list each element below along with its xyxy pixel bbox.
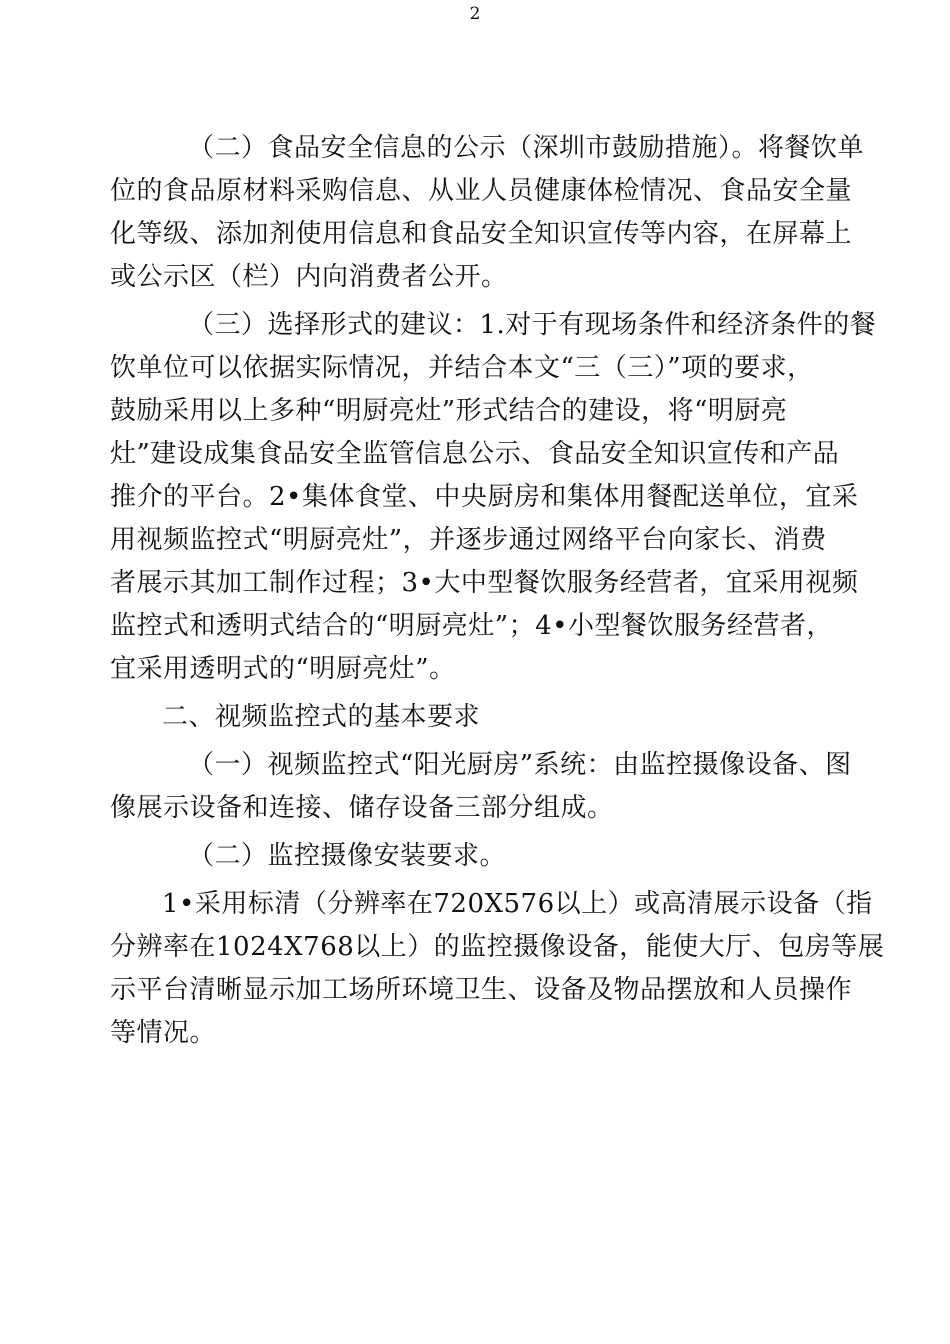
section-heading: 二、视频监控式的基本要求 — [162, 702, 481, 732]
paragraph-form-suggestion — [110, 304, 877, 691]
text-line: 推介的平台。2•集体食堂、中央厨房和集体用餐配送单位，宜采 — [110, 482, 859, 512]
text-line: 监控式和透明式结合的“明厨亮灶”；4•小型餐饮服务经营者， — [110, 611, 833, 641]
text-line: 宜采用透明式的“明厨亮灶”。 — [110, 654, 456, 684]
text-line: 分辨率在1024X768以上）的监控摄像设备，能使大厅、包房等展 — [110, 932, 885, 962]
paragraph-camera-spec — [110, 883, 885, 1055]
text-line: （二）食品安全信息的公示（深圳市鼓励措施）。将餐饮单 — [188, 133, 865, 163]
text-line: 者展示其加工制作过程；3•大中型餐饮服务经营者，宜采用视频 — [110, 568, 859, 598]
text-line: 等情况。 — [110, 1018, 217, 1048]
text-line: （二）监控摄像安装要求。 — [188, 841, 507, 871]
text-line: （三）选择形式的建议：1.对于有现场条件和经济条件的餐 — [188, 310, 877, 340]
paragraph-food-safety-disclosure — [110, 127, 865, 299]
text-line: 用视频监控式“明厨亮灶”，并逐步通过网络平台向家长、消费 — [110, 525, 827, 555]
text-line: （一）视频监控式“阳光厨房”系统：由监控摄像设备、图 — [188, 750, 852, 780]
text-line: 灶”建设成集食品安全监管信息公示、食品安全知识宣传和产品 — [110, 439, 840, 469]
text-line: 鼓励采用以上多种“明厨亮灶”形式结合的建设，将“明厨亮 — [110, 396, 788, 426]
paragraph-camera-install — [110, 835, 832, 878]
text-line: 化等级、添加剂使用信息和食品安全知识宣传等内容，在屏幕上 — [110, 219, 853, 249]
page-number: 2 — [469, 4, 481, 24]
text-line: 或公示区（栏）内向消费者公开。 — [110, 262, 508, 292]
text-line: 饮单位可以依据实际情况，并结合本文“三（三）”项的要求， — [110, 353, 814, 383]
text-line: 1•采用标清（分辨率在720X576以上）或高清展示设备（指 — [162, 889, 873, 919]
text-line: 示平台清晰显示加工场所环境卫生、设备及物品摆放和人员操作 — [110, 975, 853, 1005]
document-body — [110, 127, 885, 1055]
text-line: 位的食品原材料采购信息、从业人员健康体检情况、食品安全量 — [110, 176, 853, 206]
paragraph-video-system — [110, 744, 852, 830]
section-heading-video-requirements — [110, 696, 832, 739]
text-line: 像展示设备和连接、储存设备三部分组成。 — [110, 793, 614, 823]
